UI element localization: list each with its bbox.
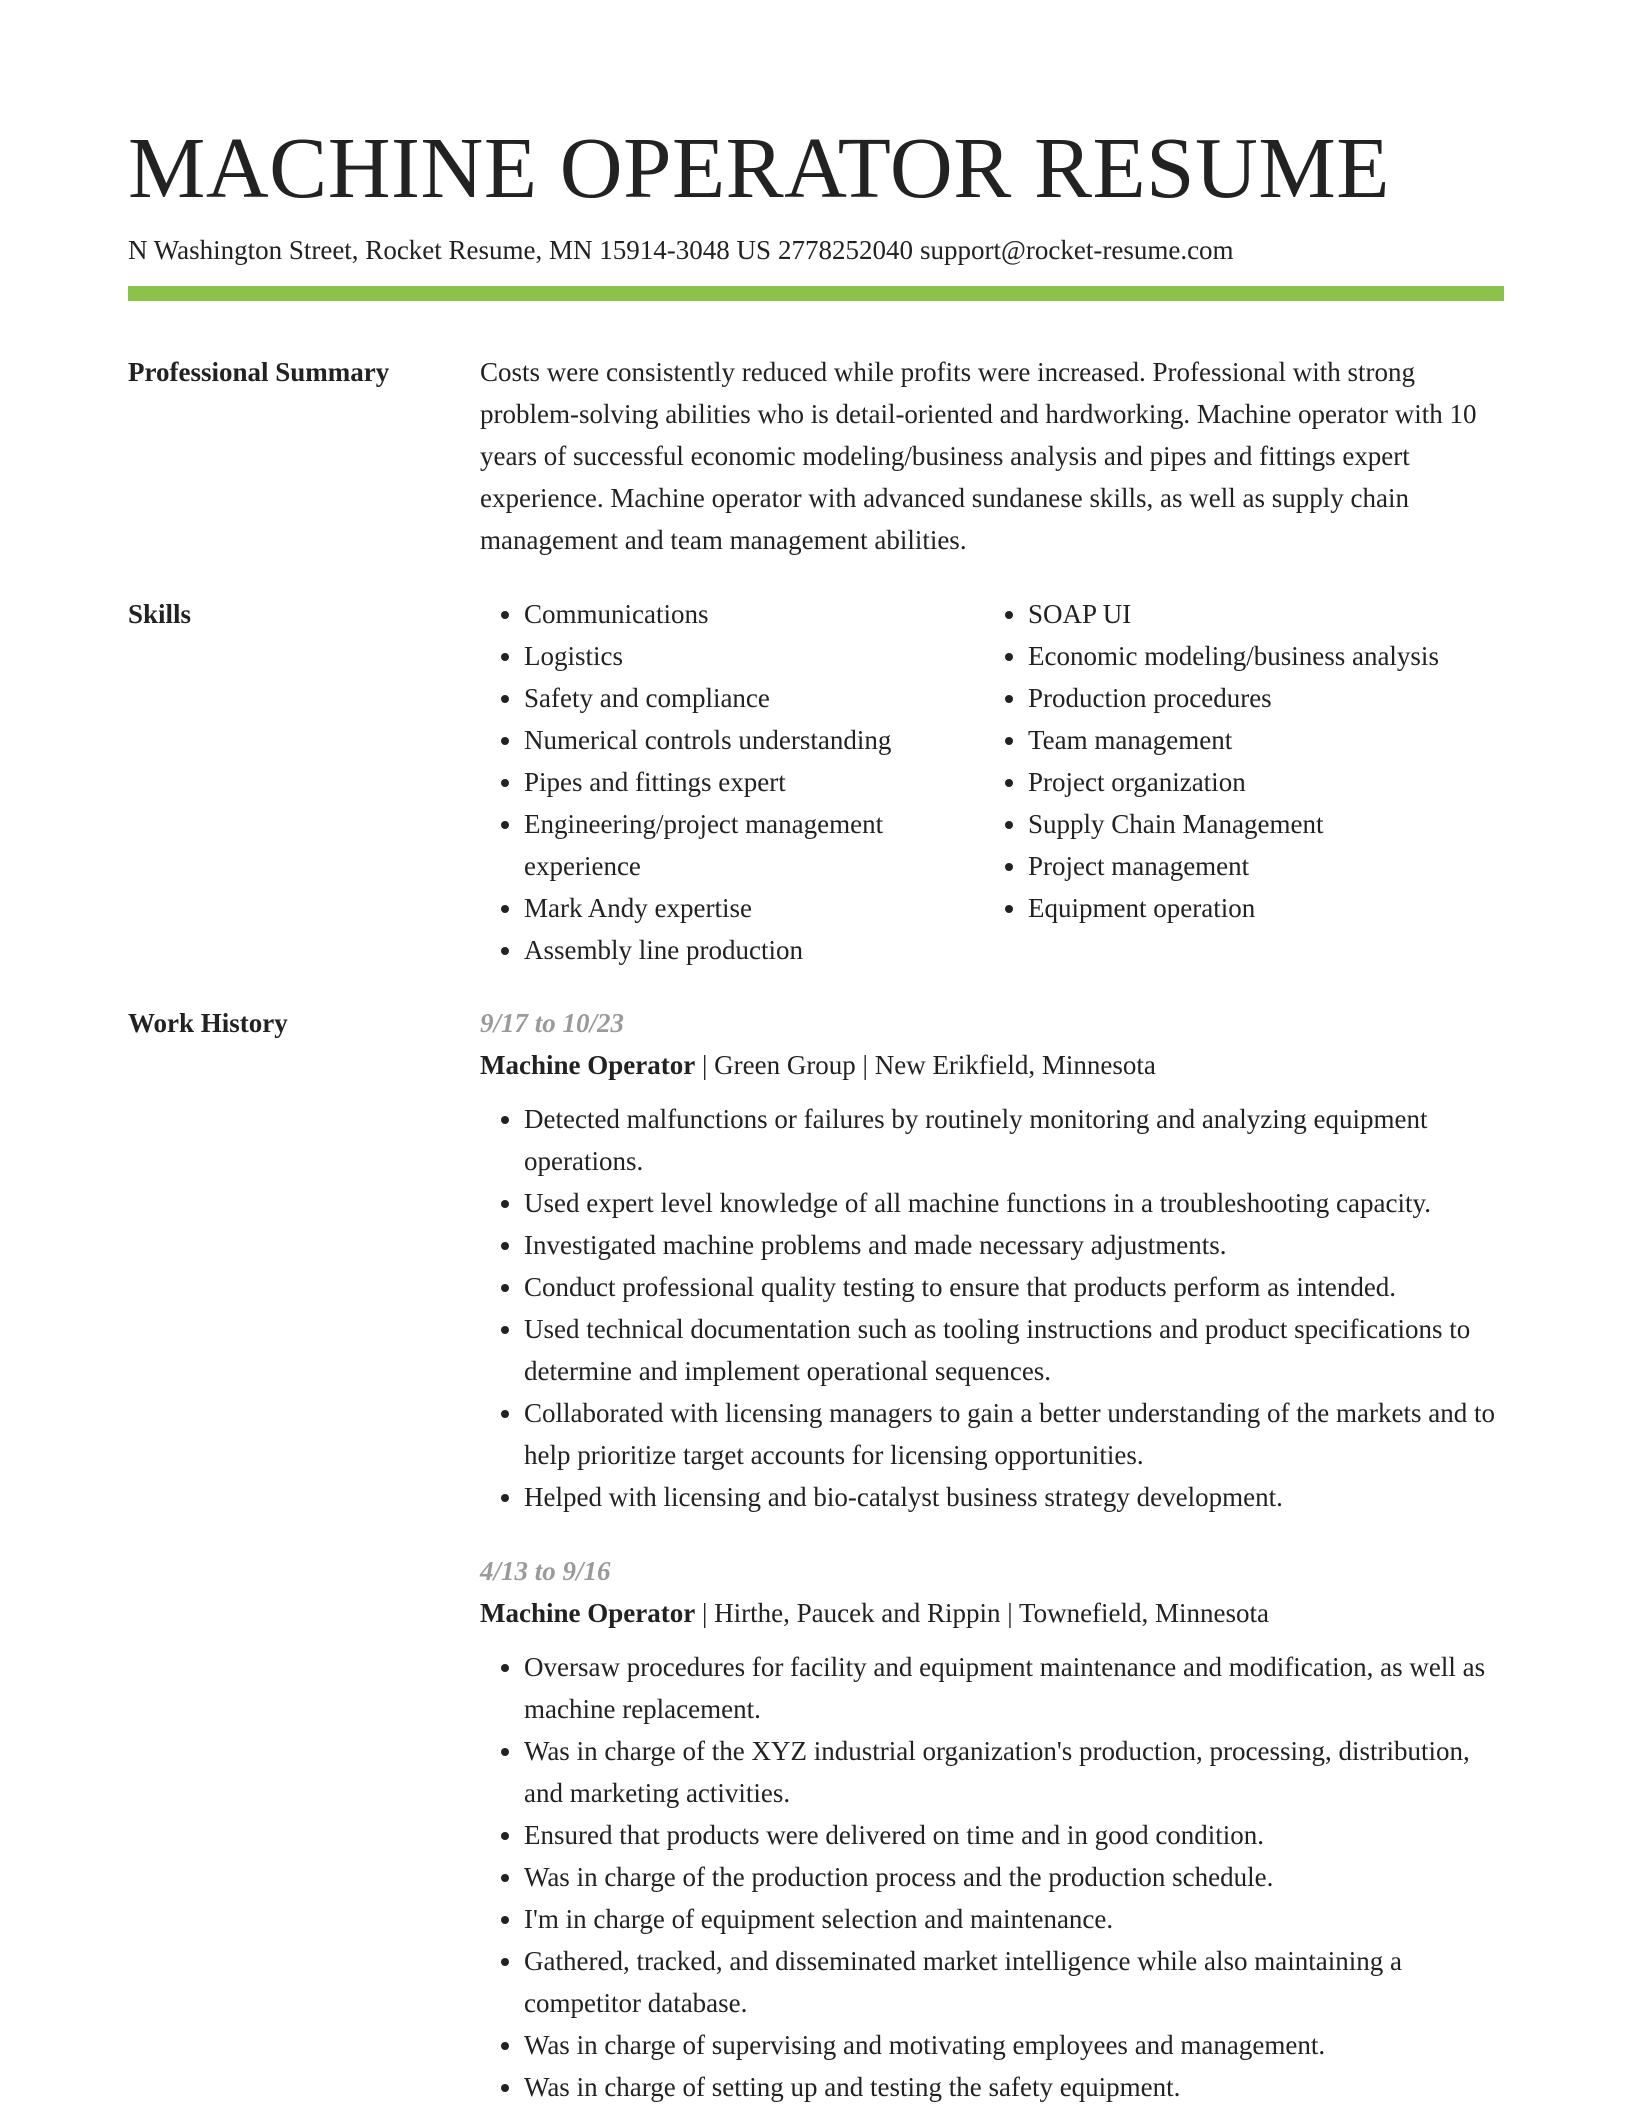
skill-item: • Pipes and fittings expert xyxy=(524,761,984,803)
job-bullet: • I'm in charge of equipment selection and maintenance. xyxy=(524,1898,1504,1940)
job-bullet: • Was in charge of the production process and the production schedule. xyxy=(524,1856,1504,1898)
job-entry xyxy=(480,1002,1504,1518)
skill-item: • Engineering/project management experience xyxy=(524,803,984,887)
job-title: Machine Operator xyxy=(480,1598,696,1628)
job-bullet: • Detected malfunctions or failures by routinely monitoring and analyzing equipment operations. xyxy=(524,1098,1504,1182)
job-bullet: • Investigated machine problems and made necessary adjustments. xyxy=(524,1224,1504,1266)
contact-line xyxy=(128,232,1234,268)
job-details: | Hirthe, Paucek and Rippin | Townefield, Minnesota xyxy=(701,1598,1270,1628)
skill-item: • Project management xyxy=(1028,845,1488,887)
job-heading xyxy=(480,1044,1504,1086)
resume-title: MACHINE OPERATOR RESUME xyxy=(128,119,1390,216)
job-bullet: • Gathered, tracked, and disseminated market intelligence while also maintaining a competitor database. xyxy=(524,1940,1504,2024)
job-bullet: • Was in charge of setting up and testing the safety equipment. xyxy=(524,2066,1504,2108)
job-bullet: • Was in charge of supervising and motivating employees and management. xyxy=(524,2024,1504,2066)
skill-item: • Numerical controls understanding xyxy=(524,719,984,761)
skills-list-left xyxy=(480,593,984,971)
job-bullet: • Collaborated with licensing managers to gain a better understanding of the markets and to help prioritize target accounts for licensing opportunities. xyxy=(524,1392,1504,1476)
contact-address: N Washington Street, Rocket Resume, MN 15914-3048 US xyxy=(128,235,772,265)
skill-item: • SOAP UI xyxy=(1028,593,1488,635)
skill-item: • Production procedures xyxy=(1028,677,1488,719)
job-bullet: • Was in charge of the XYZ industrial organization's production, processing, distribution, and marketing activities. xyxy=(524,1730,1504,1814)
job-dates: 4/13 to 9/16 xyxy=(480,1556,611,1586)
summary-body xyxy=(480,351,1504,561)
skill-item: • Logistics xyxy=(524,635,984,677)
job-bullet: • Used expert level knowledge of all machine functions in a troubleshooting capacity. xyxy=(524,1182,1504,1224)
accent-divider xyxy=(128,286,1504,301)
job-bullets xyxy=(480,1098,1504,1518)
skills-body xyxy=(480,593,1504,971)
work-history-heading: Work History xyxy=(128,1008,288,1038)
skill-item: • Project organization xyxy=(1028,761,1488,803)
job-bullet: • Oversaw procedures for facility and equipment maintenance and modification, as well as machine replacement. xyxy=(524,1646,1504,1730)
job-dates: 9/17 to 10/23 xyxy=(480,1008,625,1038)
contact-phone: 2778252040 xyxy=(778,235,914,265)
contact-email: support@rocket-resume.com xyxy=(920,235,1234,265)
job-entry xyxy=(480,1550,1504,2108)
job-bullets xyxy=(480,1646,1504,2108)
summary-heading: Professional Summary xyxy=(128,357,390,387)
skills-columns xyxy=(480,593,1504,971)
skill-item: • Assembly line production xyxy=(524,929,984,971)
skills-list-right xyxy=(984,593,1488,971)
skill-item: • Safety and compliance xyxy=(524,677,984,719)
skill-item: • Equipment operation xyxy=(1028,887,1488,929)
skill-item: • Supply Chain Management xyxy=(1028,803,1488,845)
job-heading xyxy=(480,1592,1504,1634)
skill-item: • Mark Andy expertise xyxy=(524,887,984,929)
skill-item: • Economic modeling/business analysis xyxy=(1028,635,1488,677)
job-details: | Green Group | New Erikfield, Minnesota xyxy=(701,1050,1156,1080)
job-bullet: • Helped with licensing and bio-catalyst business strategy development. xyxy=(524,1476,1504,1518)
summary-text: Costs were consistently reduced while profits were increased. Professional with strong problem-solving abilities who is detail-oriented and hardworking. Machine operator with 10 years of successful economic modeling/business analysis and pipes and fittings expert experience. Machine operator with advanced sundanese skills, as well as supply chain management and team management abilities. xyxy=(480,357,1477,555)
job-bullet: • Used technical documentation such as tooling instructions and product specifications to determine and implement operational sequences. xyxy=(524,1308,1504,1392)
job-title: Machine Operator xyxy=(480,1050,696,1080)
skill-item: • Team management xyxy=(1028,719,1488,761)
skill-item: • Communications xyxy=(524,593,984,635)
work-history-body xyxy=(480,1002,1504,2108)
skills-heading: Skills xyxy=(128,599,192,629)
job-bullet: • Conduct professional quality testing to ensure that products perform as intended. xyxy=(524,1266,1504,1308)
job-bullet: • Ensured that products were delivered on time and in good condition. xyxy=(524,1814,1504,1856)
